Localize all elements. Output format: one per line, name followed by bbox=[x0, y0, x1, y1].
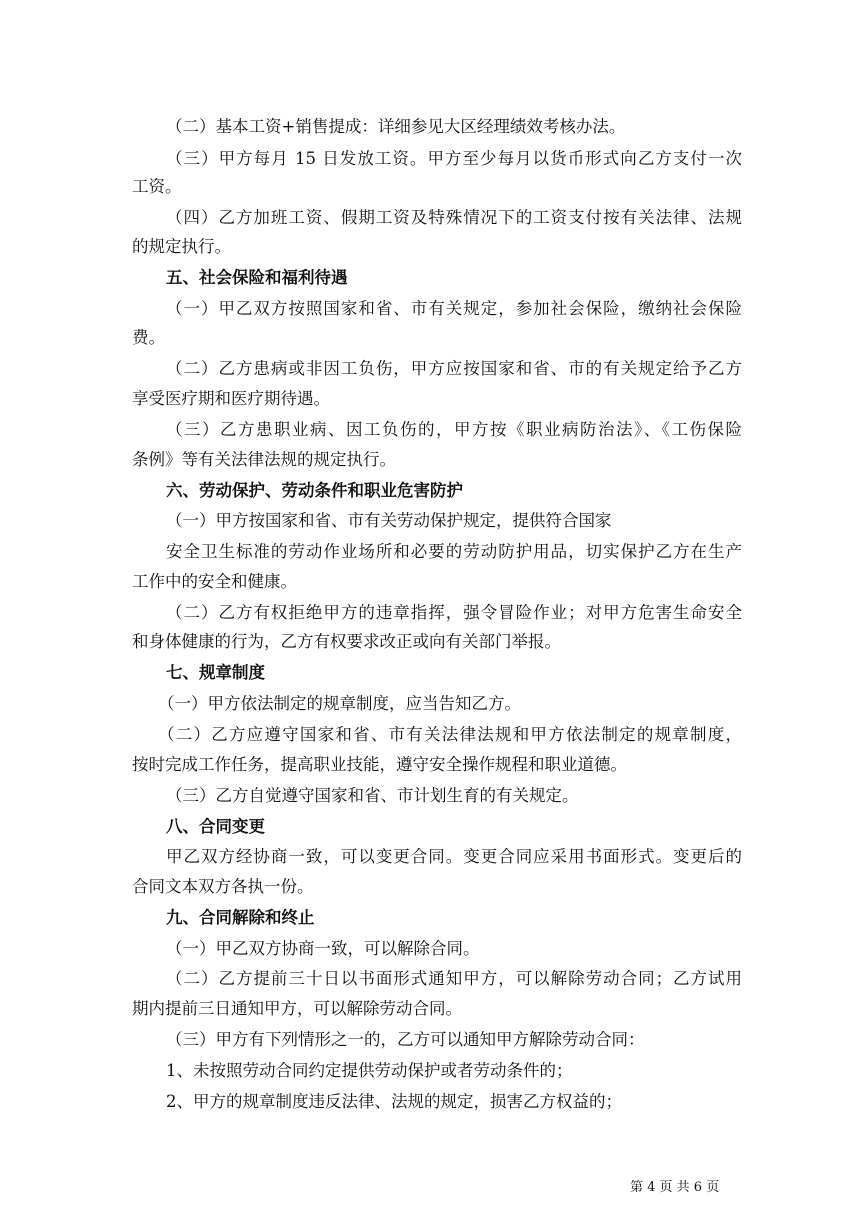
text-line: （二）乙方应遵守国家和省、市有关法律法规和甲方依法制定的规章制度， bbox=[158, 725, 742, 744]
text-line: 享受医疗期和医疗期待遇。 bbox=[132, 389, 330, 408]
section-heading: 六、劳动保护、劳动条件和职业危害防护 bbox=[166, 481, 463, 500]
text-line: （四）乙方加班工资、假期工资及特殊情况下的工资支付按有关法律、法规 bbox=[166, 208, 742, 227]
text-line: （二）乙方提前三十日以书面形式通知甲方，可以解除劳动合同；乙方试用 bbox=[166, 969, 742, 988]
text-line: （三）甲方有下列情形之一的，乙方可以通知甲方解除劳动合同： bbox=[166, 1030, 645, 1049]
section-heading: 八、合同变更 bbox=[166, 817, 265, 836]
text-line: （一）甲乙双方协商一致，可以解除合同。 bbox=[166, 939, 480, 958]
text-line: 条例》等有关法律法规的规定执行。 bbox=[132, 450, 396, 469]
page-number: 第 4 页 共 6 页 bbox=[630, 1180, 720, 1195]
text-line: （二）基本工资+销售提成：详细参见大区经理绩效考核办法。 bbox=[166, 117, 626, 136]
text-line: 合同文本双方各执一份。 bbox=[132, 877, 314, 896]
text-line: （二）乙方有权拒绝甲方的违章指挥，强令冒险作业；对甲方危害生命安全 bbox=[166, 603, 742, 622]
text-line: （三）乙方患职业病、因工负伤的，甲方按《职业病防治法》、《工伤保险 bbox=[166, 420, 742, 439]
text-line: （一）甲方依法制定的规章制度，应当告知乙方。 bbox=[158, 694, 521, 713]
text-line: （一）甲方按国家和省、市有关劳动保护规定，提供符合国家 bbox=[166, 511, 612, 530]
text-line: （三）甲方每月 15 日发放工资。甲方至少每月以货币形式向乙方支付一次 bbox=[166, 149, 742, 168]
text-line: 2、甲方的规章制度违反法律、法规的规定，损害乙方权益的； bbox=[166, 1092, 622, 1111]
text-line: 和身体健康的行为，乙方有权要求改正或向有关部门举报。 bbox=[132, 632, 561, 651]
text-line: 1、未按照劳动合同约定提供劳动保护或者劳动条件的； bbox=[166, 1061, 573, 1080]
text-line: 按时完成工作任务，提高职业技能，遵守安全操作规程和职业道德。 bbox=[132, 755, 627, 774]
text-line: 费。 bbox=[132, 328, 165, 347]
text-line: （二）乙方患病或非因工负伤，甲方应按国家和省、市的有关规定给予乙方 bbox=[166, 359, 742, 378]
section-heading: 五、社会保险和福利待遇 bbox=[166, 268, 348, 287]
section-heading: 七、规章制度 bbox=[166, 663, 265, 682]
text-line: 期内提前三日通知甲方，可以解除劳动合同。 bbox=[132, 999, 462, 1018]
text-line: （一）甲乙双方按照国家和省、市有关规定，参加社会保险，缴纳社会保险 bbox=[166, 299, 742, 318]
text-line: 工作中的安全和健康。 bbox=[132, 572, 297, 591]
text-line: 甲乙双方经协商一致，可以变更合同。变更合同应采用书面形式。变更后的 bbox=[166, 847, 742, 866]
text-line: （三）乙方自觉遵守国家和省、市计划生育的有关规定。 bbox=[166, 786, 579, 805]
text-line: 安全卫生标准的劳动作业场所和必要的劳动防护用品，切实保护乙方在生产 bbox=[166, 542, 742, 561]
text-line: 的规定执行。 bbox=[132, 237, 231, 256]
text-line: 工资。 bbox=[132, 177, 182, 196]
section-heading: 九、合同解除和终止 bbox=[166, 908, 315, 927]
